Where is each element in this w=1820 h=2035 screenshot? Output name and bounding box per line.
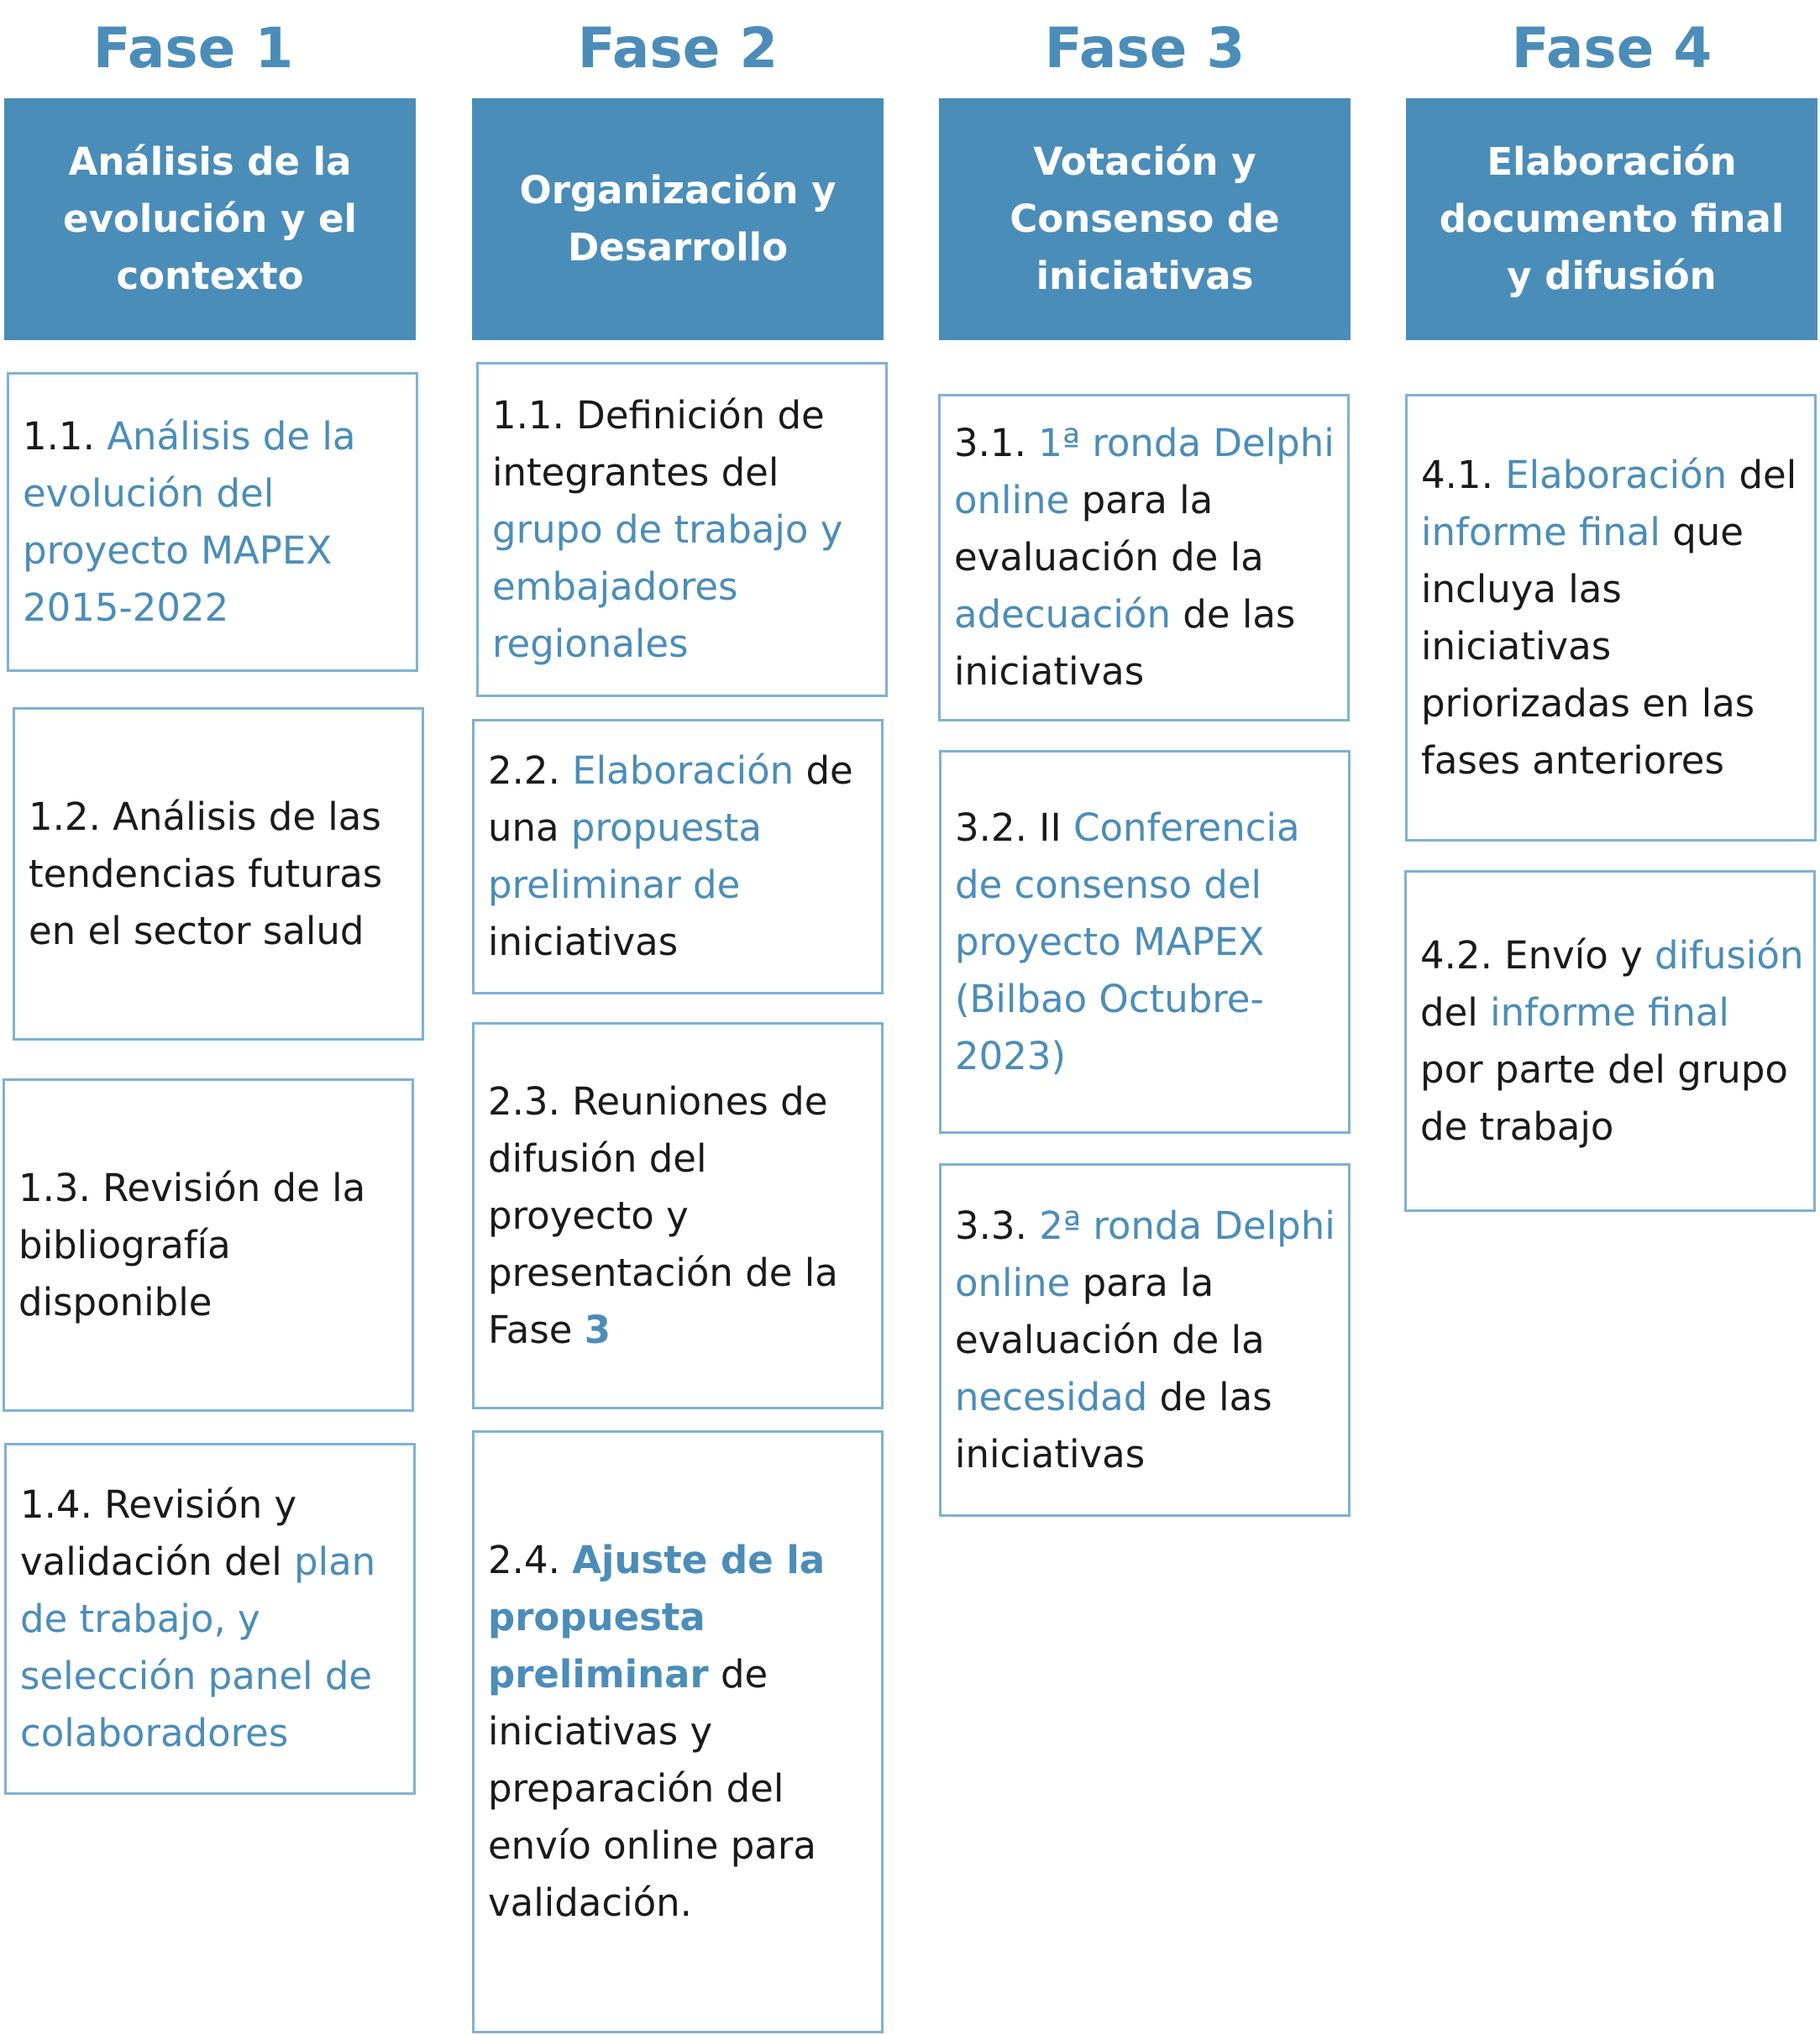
step-text: iniciativas (954, 649, 1145, 694)
phase-2-title: Fase 2 (577, 16, 779, 81)
step-highlight: 3 (584, 1307, 611, 1352)
step-text: 4.1. (1421, 452, 1506, 497)
step-text-line (488, 800, 868, 857)
step-text: iniciativas (1421, 623, 1612, 669)
step-text-line (18, 1217, 398, 1274)
phase-1-step-4 (4, 1443, 416, 1795)
phase-2-step-1 (476, 362, 888, 697)
step-text-line (488, 742, 868, 800)
step-text-line (23, 465, 402, 522)
step-text: para la (1069, 478, 1214, 522)
step-text: iniciativas y (488, 1709, 713, 1754)
step-highlight: grupo de trabajo y (492, 506, 843, 552)
step-text-line (492, 444, 872, 501)
step-highlight: (Bilbao Octubre- (955, 976, 1264, 1021)
step-text: de las (1170, 592, 1296, 637)
step-text-line (488, 1532, 868, 1589)
step-text: integrantes del (492, 449, 779, 495)
step-text-line (492, 559, 872, 616)
step-text-line (20, 1648, 400, 1705)
step-text-line (955, 1255, 1335, 1312)
phase-4-header (1406, 98, 1817, 340)
step-highlight: 2ª ronda Delphi (1039, 1203, 1335, 1248)
phase-2-step-4 (472, 1430, 884, 2033)
step-text-line (18, 1160, 398, 1217)
phase-1-step-1 (7, 372, 418, 672)
step-text: 3.2. II (955, 805, 1074, 850)
step-text-line (955, 1426, 1335, 1483)
step-highlight: proyecto MAPEX (955, 919, 1265, 964)
step-text-line (488, 1760, 868, 1817)
step-text: disponible (18, 1279, 212, 1324)
phase-2-header (472, 98, 884, 340)
step-text-line (488, 914, 868, 971)
step-highlight: informe final (1421, 509, 1660, 554)
step-highlight: de consenso del (955, 862, 1262, 907)
step-text-line (488, 1646, 868, 1703)
step-text-line (955, 857, 1335, 914)
step-text-line (20, 1591, 400, 1648)
step-text: una (488, 805, 571, 850)
phase-2-step-3 (472, 1022, 884, 1409)
step-highlight: de trabajo, y (20, 1596, 260, 1641)
step-text-line (488, 1589, 868, 1646)
step-text-line (955, 1369, 1335, 1426)
phase-header-line: Análisis de la (68, 139, 352, 184)
step-highlight: Análisis de la (107, 413, 356, 459)
step-text-line (488, 1245, 868, 1302)
step-text: validación. (488, 1880, 692, 1925)
step-text: 1.1. (23, 413, 108, 459)
phase-header-line: Consenso de (1010, 197, 1280, 241)
phase-1-step-2 (13, 707, 424, 1041)
step-text: difusión del (488, 1136, 707, 1181)
step-highlight: 1ª ronda Delphi (1038, 421, 1335, 465)
step-highlight: selección panel de (20, 1653, 373, 1698)
step-highlight: online (955, 1260, 1071, 1305)
step-highlight: difusión (1655, 932, 1804, 978)
step-text-line (955, 971, 1335, 1028)
step-highlight: preliminar de (488, 863, 741, 907)
step-highlight: adecuación (954, 592, 1171, 637)
step-text: 2.3. Reuniones de (488, 1078, 828, 1124)
step-text-line (29, 903, 408, 960)
step-text-line (492, 387, 872, 444)
phase-header-line: contexto (116, 254, 304, 298)
step-text-line (1421, 504, 1801, 561)
step-text-line (492, 616, 872, 673)
phase-3-step-1 (938, 394, 1350, 721)
step-text: de (708, 1652, 768, 1697)
step-text-line (1421, 618, 1801, 675)
phase-header-line: documento final (1439, 197, 1785, 241)
step-text: proyecto y (488, 1193, 689, 1238)
step-text: 3.3. (955, 1203, 1040, 1248)
step-text: tendencias futuras (29, 851, 383, 896)
step-text-line (1420, 1041, 1800, 1099)
phase-header-line: Desarrollo (567, 225, 789, 270)
step-text: presentación de la (488, 1250, 838, 1295)
step-text: 2.4. (488, 1538, 573, 1582)
step-text-line (20, 1534, 400, 1591)
step-text-line (954, 529, 1334, 586)
step-highlight: colaboradores (20, 1710, 289, 1755)
step-text: envío online para (488, 1823, 816, 1868)
step-text: preparación del (488, 1766, 784, 1811)
step-highlight: necesidad (955, 1374, 1148, 1419)
step-text: incluya las (1421, 566, 1622, 611)
step-highlight: informe final (1490, 989, 1729, 1035)
step-text-line (954, 643, 1334, 700)
step-text: evaluación de la (955, 1317, 1265, 1362)
step-text: 2.2. (488, 748, 573, 793)
step-highlight: online (954, 478, 1070, 522)
step-text-line (488, 1302, 868, 1359)
phase-4-title: Fase 4 (1511, 16, 1712, 81)
step-text-line (488, 1073, 868, 1130)
step-highlight: plan (294, 1539, 376, 1584)
step-text: del (1420, 989, 1491, 1035)
step-highlight: regionales (492, 621, 689, 666)
step-text-line (955, 1312, 1335, 1369)
step-text: 1.1. Definición de (492, 392, 825, 438)
step-highlight: preliminar (488, 1652, 709, 1697)
step-text-line (1421, 561, 1801, 618)
step-text-line (488, 1817, 868, 1875)
step-text-line (20, 1705, 400, 1762)
step-highlight: proyecto MAPEX (23, 527, 333, 573)
step-text: fases anteriores (1421, 737, 1724, 783)
phase-header-line: Organización y (519, 168, 837, 212)
step-text-line (955, 1028, 1335, 1085)
step-text: 1.2. Análisis de las (29, 794, 381, 839)
phase-header-line: y difusión (1507, 254, 1717, 298)
phase-header-line: iniciativas (1036, 254, 1254, 298)
step-text-line (1421, 447, 1801, 504)
step-text-line (29, 846, 408, 903)
phase-header-line: Votación y (1033, 139, 1256, 184)
step-text-line (1421, 675, 1801, 732)
phase-header-line: evolución y el (63, 197, 357, 241)
phase-3-step-2 (939, 750, 1351, 1134)
step-text: 1.4. Revisión y (20, 1482, 297, 1527)
phase-3-header (939, 98, 1351, 340)
step-text-line (488, 857, 868, 914)
step-text-line (955, 800, 1335, 857)
step-text: validación del (20, 1539, 295, 1584)
step-text-line (20, 1476, 400, 1534)
step-text: de (794, 748, 853, 793)
step-text: de las (1147, 1374, 1272, 1419)
phase-3-step-3 (939, 1163, 1351, 1517)
phase-4-step-1 (1405, 394, 1817, 842)
step-text: que (1660, 509, 1744, 554)
step-highlight: Ajuste de la (572, 1538, 826, 1582)
step-text: para la (1070, 1260, 1214, 1305)
step-text: bibliografía (18, 1222, 231, 1267)
phase-2-step-2 (472, 719, 884, 994)
phase-header-line: Elaboración (1487, 139, 1737, 184)
step-text-line (955, 914, 1335, 971)
step-text-line (488, 1188, 868, 1245)
step-text: Fase (488, 1307, 585, 1352)
step-highlight: propuesta (570, 805, 762, 850)
step-text-line (954, 472, 1334, 529)
step-text-line (18, 1274, 398, 1331)
step-text-line (954, 586, 1334, 643)
step-text-line (488, 1875, 868, 1932)
step-text: del (1727, 452, 1797, 497)
step-highlight: Elaboración (1505, 452, 1728, 497)
phase-1-step-3 (3, 1078, 414, 1412)
step-text: en el sector salud (29, 908, 365, 953)
step-text: iniciativas (488, 920, 679, 964)
step-text-line (488, 1703, 868, 1760)
step-text: 4.2. Envío y (1420, 932, 1655, 978)
step-text-line (1420, 1099, 1800, 1156)
step-text: 1.3. Revisión de la (18, 1165, 366, 1210)
step-highlight: Elaboración (572, 748, 795, 793)
phase-4-step-2 (1404, 870, 1816, 1212)
step-text-line (23, 408, 402, 465)
step-highlight: evolución del (23, 470, 275, 516)
step-text: por parte del grupo (1420, 1046, 1788, 1092)
phase-3-title: Fase 3 (1044, 16, 1246, 81)
step-text-line (23, 580, 402, 637)
step-text-line (29, 789, 408, 846)
step-text: iniciativas (955, 1431, 1146, 1476)
step-text-line (955, 1198, 1335, 1255)
step-highlight: 2023) (955, 1033, 1067, 1078)
step-text-line (1421, 732, 1801, 789)
phase-1-header (4, 98, 416, 340)
step-text: 3.1. (954, 421, 1039, 465)
step-text: de trabajo (1420, 1104, 1614, 1149)
step-text-line (1420, 984, 1800, 1041)
step-highlight: propuesta (488, 1595, 705, 1639)
phase-1-title: Fase 1 (92, 16, 294, 81)
step-text-line (488, 1130, 868, 1188)
step-highlight: 2015-2022 (23, 585, 229, 630)
step-text-line (954, 415, 1334, 472)
step-highlight: Conferencia (1073, 805, 1300, 850)
step-highlight: embajadores (492, 564, 738, 609)
step-text: priorizadas en las (1421, 680, 1755, 726)
step-text-line (23, 522, 402, 580)
step-text-line (1420, 927, 1804, 984)
step-text-line (492, 501, 872, 559)
step-text: evaluación de la (954, 535, 1264, 580)
